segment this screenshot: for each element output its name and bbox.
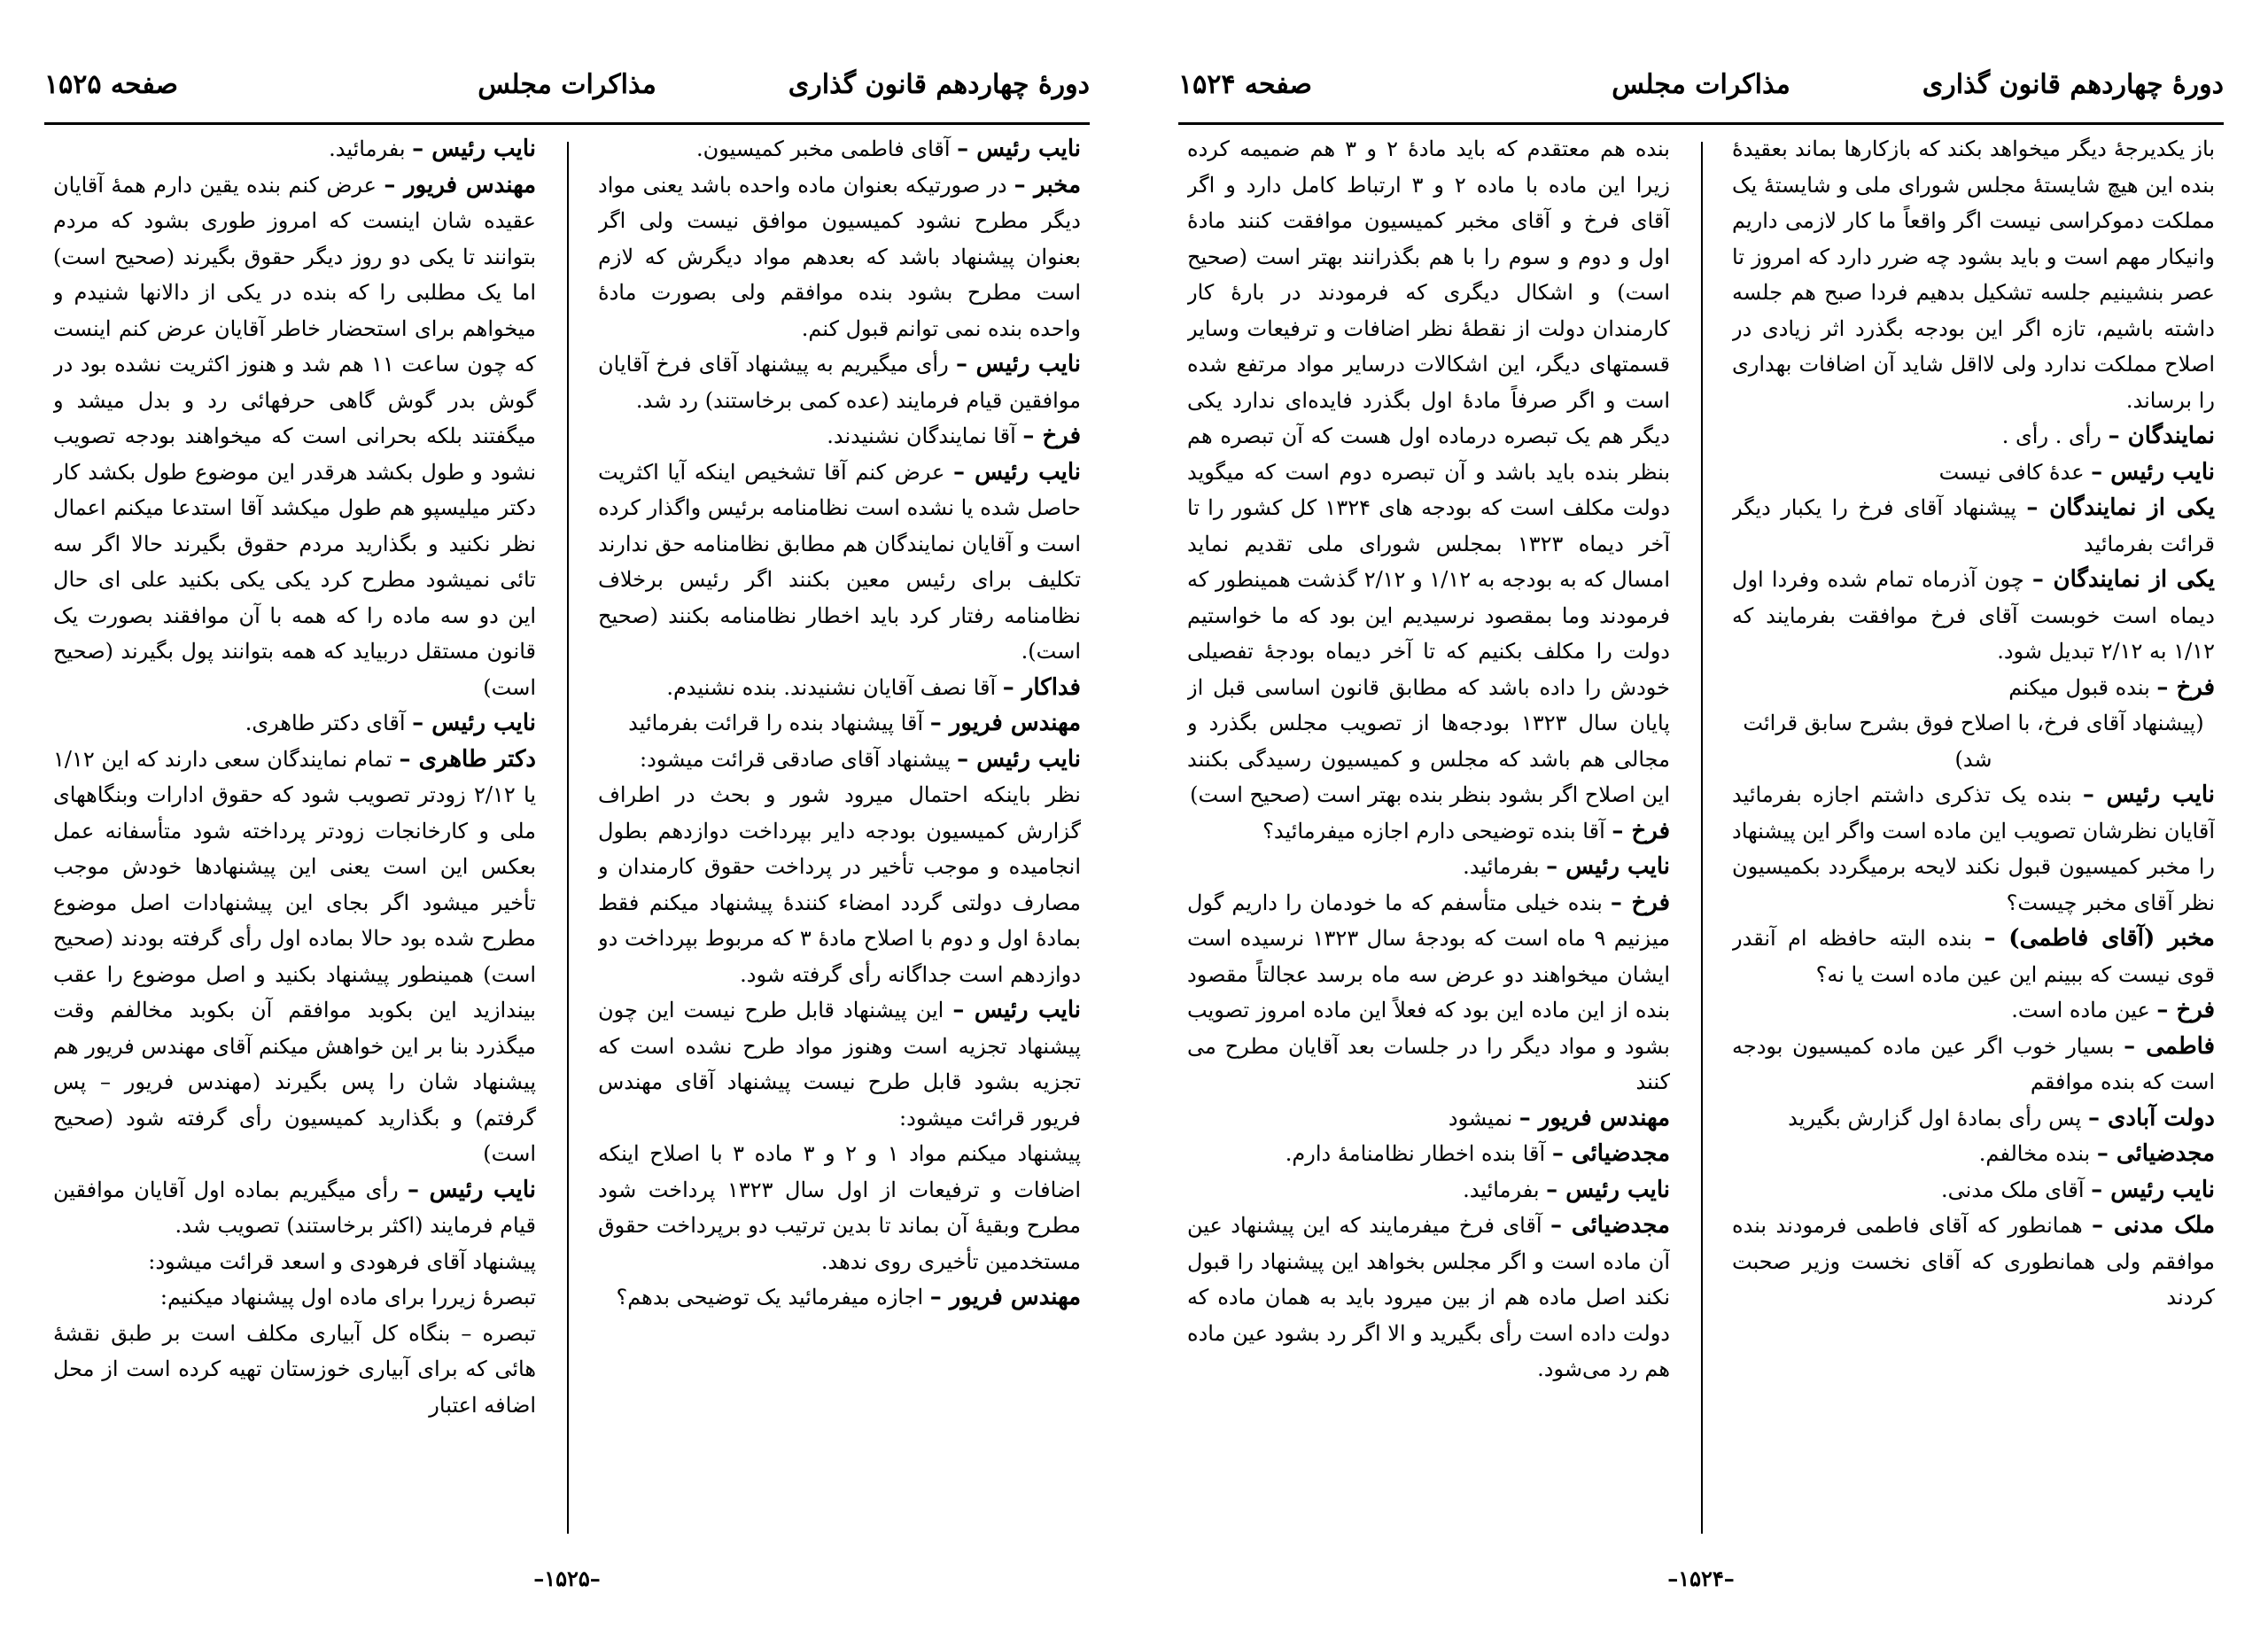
paragraph: پیشنهاد آقای فرهودی و اسعد قرائت میشود:	[148, 1248, 536, 1274]
speech-text: بنده یک تذکری داشتم اجازه بفرمائید آقایان نظرشان تصویب این ماده است واگر این پیشنهاد را مخبر کمیسیون قبول نکند لایحه برمیگردد بکمیسیون نظر آقای مخبر چیست؟	[1732, 782, 2215, 915]
speech-paragraph	[1732, 1029, 2215, 1100]
speech-text: رأی میگیریم بماده اول آقایان موافقین قیام فرمایند (اکثر برخاستند) تصویب شد.	[53, 1177, 536, 1238]
speech-paragraph	[1732, 490, 2215, 562]
speech-text: بفرمائید.	[1463, 1177, 1547, 1202]
speech-paragraph	[1732, 562, 2215, 670]
speech-paragraph	[1732, 777, 2215, 921]
speaker-name: یکی از نمایندگان –	[2026, 494, 2215, 521]
paragraph: نظر باینکه احتمال میرود شور و بحث در اطراف گزارش کمیسیون بودجه دایر بپرداخت دوازدهم بطول انجامیده و موجب تأخیر در پرداخت حقوق کارمندان و مصارف دولتی گردد امضاء کنندهٔ پیشنهاد میکنم فقط بمادهٔ اول و دوم با اصلاح مادهٔ ۳ که مربوط بپرداخت دو دوازدهم است جداگانه رأی گرفته شود.	[598, 782, 1081, 987]
speaker-name: نایب رئیس –	[1546, 853, 1670, 880]
speech-text: آقا نصف آقایان نشنیدند. بنده نشنیدم.	[666, 674, 1003, 700]
speaker-name: مخبر –	[1014, 171, 1081, 198]
text-column-right	[598, 131, 1081, 1543]
speech-text: آقای فاطمی مخبر کمیسیون.	[695, 136, 958, 161]
speech-paragraph	[1187, 1172, 1670, 1209]
speech-text: بنده البته حافظه ام آنقدر قوی نیست که ببینم این عین ماده است یا نه؟	[1732, 926, 2215, 987]
paragraph: باز یکدیرجهٔ دیگر میخواهد بکند که بازکارها بماند بعقیدهٔ بنده این هیچ شایستهٔ مجلس شورای ملی و شایستهٔ یک مملکت دموکراسی نیست اگر واقعاً ما کار لازمی داریم وانیکار مهم است و باید بشود چه ضرر دارد که امروز تا عصر بنشینیم جلسه تشکیل بدهیم فردا صبح هم جلسه داشته باشیم، تازه اگر این بودجه بگذرد اثر زیادی در اصلاح مملکت ندارد ولی لااقل شاید آن اضافات بهداری را برساند.	[1732, 136, 2215, 413]
speaker-name: نایب رئیس –	[2091, 458, 2215, 486]
column-divider	[567, 142, 569, 1534]
header-term-title: دورهٔ چهاردهم قانون گذاری	[1922, 69, 2224, 100]
column-divider	[1701, 142, 1703, 1534]
speech-text: نمیشود	[1448, 1105, 1519, 1131]
header-rule	[44, 122, 1090, 125]
speaker-name: مجدضیائی –	[1550, 1212, 1670, 1239]
speech-text: بفرمائید.	[329, 136, 413, 161]
speech-paragraph	[598, 131, 1081, 167]
speech-paragraph	[1732, 1172, 2215, 1209]
speech-paragraph	[1732, 455, 2215, 491]
speech-text: اجازه میفرمائید یک توضیحی بدهم؟	[616, 1285, 930, 1310]
speaker-name: فرخ –	[1610, 889, 1670, 916]
header-page-label: صفحه ۱۵۲۵	[44, 69, 178, 100]
speaker-name: دکتر طاهری –	[399, 745, 536, 773]
header-center-title: مذاکرات مجلس	[478, 69, 656, 100]
speech-paragraph	[1732, 670, 2215, 706]
speech-text: چون آذرماه تمام شده وفردا اول دیماه است خوبست آقای فرخ موافقت بفرمایند که ۱/۱۲ به ۲/۱۲ تبدیل شود.	[1732, 567, 2215, 664]
speaker-name: فاطمی –	[2124, 1032, 2215, 1060]
speech-paragraph	[598, 1279, 1081, 1316]
speaker-name: نایب رئیس –	[952, 997, 1081, 1023]
paragraph: تبصرهٔ زیررا برای ماده اول پیشنهاد میکنیم:	[159, 1285, 536, 1310]
speech-text: رأی میگیریم به پیشنهاد آقای فرخ آقایان موافقین قیام فرمایند (عده کمی برخاستند) رد شد.	[598, 352, 1081, 413]
speech-text: عرض کنم بنده یقین دارم همهٔ آقایان عقیده شان اینست که امروز طوری بشود که مردم بتوانند تا یکی دو روز دیگر حقوق بگیرند (صحیح است) اما یک مطلبی را که بنده در یکی از دالانها شنیدم و میخواهم برای استحضار خاطر آقایان عرض کنم اینست که چون ساعت ۱۱ هم شد و هنوز اکثریت نشده بود در گوش بدر گوش گاهی حرفهائی رد و بدل میشد و میگفتند بلکه بحرانی است که میخواهند بودجه تصویب نشود و طول بکشد هرقدر این موضوع طول بکشد کار دکتر میلیسپو هم طول میکشد آقا استدعا میکنم اعمال نظر نکنید و بگذارید مردم حقوق بگیرند حالا اگر سه تائی نمیشود مطرح کرد یکی یکی بکنید علی ای حال این دو سه ماده را که همه با آن موافقند بصورت یک قانون مستقل دربیاید که همه بتوانند پول بگیرند (صحیح است)	[53, 172, 536, 700]
speech-paragraph	[1732, 992, 2215, 1029]
speaker-name: مجدضیائی –	[2096, 1140, 2215, 1167]
speaker-name: فرخ –	[2156, 997, 2215, 1023]
speech-paragraph	[1732, 1100, 2215, 1137]
speaker-name: مهندس فریور –	[929, 1284, 1081, 1310]
speaker-name: مهندس فریور –	[1518, 1104, 1670, 1131]
speech-paragraph	[1732, 418, 2215, 455]
speaker-name: مهندس فریور –	[929, 710, 1081, 736]
speech-text: آقای ملک مدنی.	[1941, 1177, 2092, 1202]
speaker-name: نایب رئیس –	[953, 458, 1081, 486]
speaker-name: فرخ –	[1612, 817, 1670, 844]
header-term-title: دورهٔ چهاردهم قانون گذاری	[788, 69, 1090, 100]
speech-text: بفرمائید.	[1463, 854, 1547, 879]
speech-text: آقا نمایندگان نشنیدند.	[827, 424, 1023, 448]
speech-paragraph	[598, 705, 1081, 742]
speech-paragraph	[1187, 1100, 1670, 1137]
speaker-name: نایب رئیس –	[957, 745, 1081, 773]
speaker-name: فرخ –	[1022, 423, 1081, 449]
speech-text: آقا بنده توضیحی دارم اجازه میفرمائید؟	[1262, 818, 1612, 843]
speaker-name: نایب رئیس –	[1546, 1176, 1670, 1203]
speaker-name: نایب رئیس –	[412, 710, 536, 736]
speech-paragraph	[598, 418, 1081, 455]
speaker-name: نایب رئیس –	[412, 136, 536, 162]
paragraph: پیشنهاد میکنم مواد ۱ و ۲ و ۳ ماده ۳ با اصلاح اینکه اضافات و ترفیعات از اول سال ۱۳۲۳ پرداخت شود مطرح وبقیهٔ آن بماند تا بدین ترتیب دو برپرداخت حقوق مستخدمین تأخیری روی ندهد.	[598, 1141, 1081, 1274]
speech-text: بنده مخالفم.	[1978, 1141, 2097, 1166]
text-column-left	[53, 131, 536, 1543]
speech-paragraph	[598, 455, 1081, 670]
speaker-name: فرخ –	[2156, 673, 2215, 701]
page-folio: –۱۵۲۵–	[533, 1566, 601, 1591]
speech-text: در صورتیکه بعنوان ماده واحده باشد یعنی مواد دیگر مطرح نشود کمیسیون موافق نیست ولی اگر بعنوان پیشنهاد باشد که بعدهم مواد دیگرش که لازم است مطرح بشود بنده موافقم ولی بصورت مادهٔ واحده بنده نمی توانم قبول کنم.	[598, 172, 1081, 341]
speech-text: بنده قبول میکنم	[2008, 674, 2157, 700]
speech-text: پیشنهاد آقای صادقی قرائت میشود:	[639, 746, 958, 772]
speaker-name: نایب رئیس –	[407, 1176, 536, 1203]
speaker-name: فداکار –	[1002, 673, 1081, 701]
speech-paragraph	[1187, 849, 1670, 885]
speech-paragraph	[1732, 921, 2215, 992]
speech-paragraph	[1732, 1136, 2215, 1172]
speaker-name: نایب رئیس –	[955, 351, 1081, 377]
page-1524	[1134, 0, 2268, 1640]
speech-text: عدهٔ کافی نیست	[1938, 459, 2092, 485]
speech-text: آقا بنده اخطار نظامنامهٔ دارم.	[1285, 1141, 1552, 1166]
header-rule	[1178, 122, 2224, 125]
speaker-name: نایب رئیس –	[2082, 781, 2215, 808]
page-header	[44, 64, 1090, 117]
speech-text: پیشنهاد آقای فرخ را یکبار دیگر قرائت بفرمائید	[1732, 495, 2215, 556]
page-header	[1178, 64, 2224, 117]
speech-paragraph	[1187, 1136, 1670, 1172]
speech-paragraph	[598, 167, 1081, 347]
speech-paragraph	[53, 167, 536, 706]
speaker-name: نمایندگان –	[2108, 423, 2215, 449]
page-folio: –۱۵۲۴–	[1667, 1566, 1735, 1591]
speech-paragraph	[1732, 1208, 2215, 1316]
speaker-name: مهندس فریور –	[384, 171, 536, 198]
header-center-title: مذاکرات مجلس	[1612, 69, 1790, 100]
speech-text: بسیار خوب اگر عین ماده کمیسیون بودجه است که بنده موافقم	[1732, 1033, 2215, 1094]
speaker-name: یکی از نمایندگان –	[2031, 566, 2215, 593]
speech-text: پس رأی بمادهٔ اول گزارش بگیرید	[1788, 1105, 2088, 1131]
speech-paragraph	[53, 705, 536, 742]
speech-text: عرض کنم آقا تشخیص اینکه آیا اکثریت حاصل شده یا نشده است نظامنامه برئیس واگذار کرده است و آقایان نمایندگان هم مطابق نظامنامه حق ندارند تکلیف برای رئیس معین بکنند اگر رئیس برخلاف نظامنامه رفتار کرد باید اخطار نظامنامه بکنند (صحیح است).	[598, 459, 1081, 664]
speech-text: آقای دکتر طاهری.	[245, 711, 413, 735]
speech-paragraph	[598, 742, 1081, 778]
speech-text: رأی . رأی .	[2001, 424, 2109, 448]
speaker-name: مخبر (آقای فاطمی) –	[1984, 925, 2215, 952]
speech-paragraph	[1187, 813, 1670, 850]
text-column-left	[1187, 131, 1670, 1543]
speaker-name: دولت آبادی –	[2088, 1104, 2215, 1131]
speech-paragraph	[53, 131, 536, 167]
speech-text: تمام نمایندگان سعی دارند که این ۱/۱۲ یا ۲/۱۲ زودتر تصویب شود که حقوق ادارات وبنگاههای ملی و کارخانجات زودتر پرداخته شود متأسفانه عمل بعکس این است یعنی این پیشنهادها خودش موجب تأخیر میشود اگر بجای این پیشنهادات اصل موضوع مطرح شده بود حالا بماده اول رأی گرفته بودند (صحیح است) همینطور پیشنهاد بکنید و اصل موضوع را عقب بیندازید این بکوبد موافقم آن بکوبد مخالفم وقت میگذرد بنا بر این خواهش میکنم آقای مهندس فریور هم پیشنهاد شان را پس بگیرند (مهندس فریور – پس گرفتم) و بگذارید کمیسیون رأی گرفته شود (صحیح است)	[53, 746, 536, 1166]
speaker-name: نایب رئیس –	[957, 136, 1081, 162]
speech-paragraph	[1187, 885, 1670, 1100]
speaker-name: ملک مدنی –	[2092, 1212, 2215, 1239]
speech-paragraph	[1187, 1208, 1670, 1387]
speech-paragraph	[53, 742, 536, 1172]
paragraph: بنده هم معتقدم که باید مادهٔ ۲ و ۳ هم ضمیمه کرده زیرا این ماده با ماده ۲ و ۳ ارتباط کامل دارد و اگر آقای فرخ و آقای مخبر کمیسیون موافقت کنند مادهٔ اول و دوم و سوم را با هم بگذرانند بهتر است (صحیح است) و اشکال دیگری که فرمودند در بارهٔ کار کارمندان دولت از نقطهٔ نظر اضافات و ترفیعات وسایر قسمتهای دیگر، این اشکالات درسایر مواد مرتفع شده است و اگر صرفاً مادهٔ اول بگذرد فایده‌ای ندارد یکی دیگر هم یک تبصره درماده اول هست که آن تبصره هم بنظر بنده باید باشد و آن تبصره دوم است که میگوید دولت مکلف است که بودجه های ۱۳۲۴ کل کشور را تا آخر دیماه ۱۳۲۳ بمجلس شورای ملی تقدیم نماید امسال که به بودجه به ۱/۱۲ و ۲/۱۲ گذشت همینطور که فرمودند وما بمقصود نرسیدیم این بود که ما خواستیم دولت را مکلف بکنیم که تا آخر دیماه بودجهٔ تفصیلی خودش را داده باشد که مطابق قانون اساسی قبل از پایان سال ۱۳۲۳ بودجه‌ها از تصویب مجلس بگذرد و مجالی هم باشد که مجلس و کمیسیون رسیدگی بکنند این اصلاح اگر بشود بنظر بنده بهتر است (صحیح است)	[1187, 136, 1670, 807]
speaker-name: نایب رئیس –	[2091, 1176, 2215, 1203]
speech-text: آقا پیشنهاد بنده را قرائت بفرمائید	[628, 711, 930, 735]
paragraph: (پیشنهاد آقای فرخ، با اصلاح فوق بشرح سابق قرائت شد)	[1743, 711, 2204, 772]
speech-text: آقای فرخ میفرمایند که این پیشنهاد عین آن ماده است و اگر مجلس بخواهد این پیشنهاد را قبول نکند اصل ماده هم از بین میرود باید به همان ماده که دولت داده است رأی بگیرید و الا اگر رد بشود عین ماده هم رد می‌شود.	[1187, 1213, 1670, 1381]
speech-paragraph	[598, 346, 1081, 418]
speech-text: همانطور که آقای فاطمی فرمودند بنده موافقم ولی همانطوری که آقای نخست وزیر صحبت کردند	[1732, 1213, 2215, 1310]
header-page-label: صفحه ۱۵۲۴	[1178, 69, 1312, 100]
speech-text: بنده خیلی متأسفم که ما خودمان را داریم گول میزنیم ۹ ماه است که بودجهٔ سال ۱۳۲۳ نرسیده است ایشان میخواهند دو عرض سه ماه برسد عجالتاً مقصود بنده از این ماده این بود که فعلاً این ماده امروز تصویب بشود و مواد دیگر را در جلسات بعد آقایان مطرح می کنند	[1187, 890, 1670, 1094]
speech-paragraph	[598, 992, 1081, 1136]
speech-text: عین ماده است.	[2011, 998, 2157, 1022]
speech-text: این پیشنهاد قابل طرح نیست این چون پیشنهاد تجزیه است وهنوز مواد طرح نشده است که تجزیه بشود قابل طرح نیست پیشنهاد آقای مهندس فریور قرائت میشود:	[598, 998, 1081, 1131]
speaker-name: مجدضیائی –	[1551, 1140, 1670, 1167]
speech-paragraph	[598, 670, 1081, 706]
text-column-right	[1732, 131, 2215, 1543]
paragraph: تبصره – بنگاه کل آبیاری مکلف است بر طبق نقشهٔ هائی که برای آبیاری خوزستان تهیه کرده است از محل اضافه اعتبار	[53, 1320, 536, 1418]
speech-paragraph	[53, 1172, 536, 1244]
